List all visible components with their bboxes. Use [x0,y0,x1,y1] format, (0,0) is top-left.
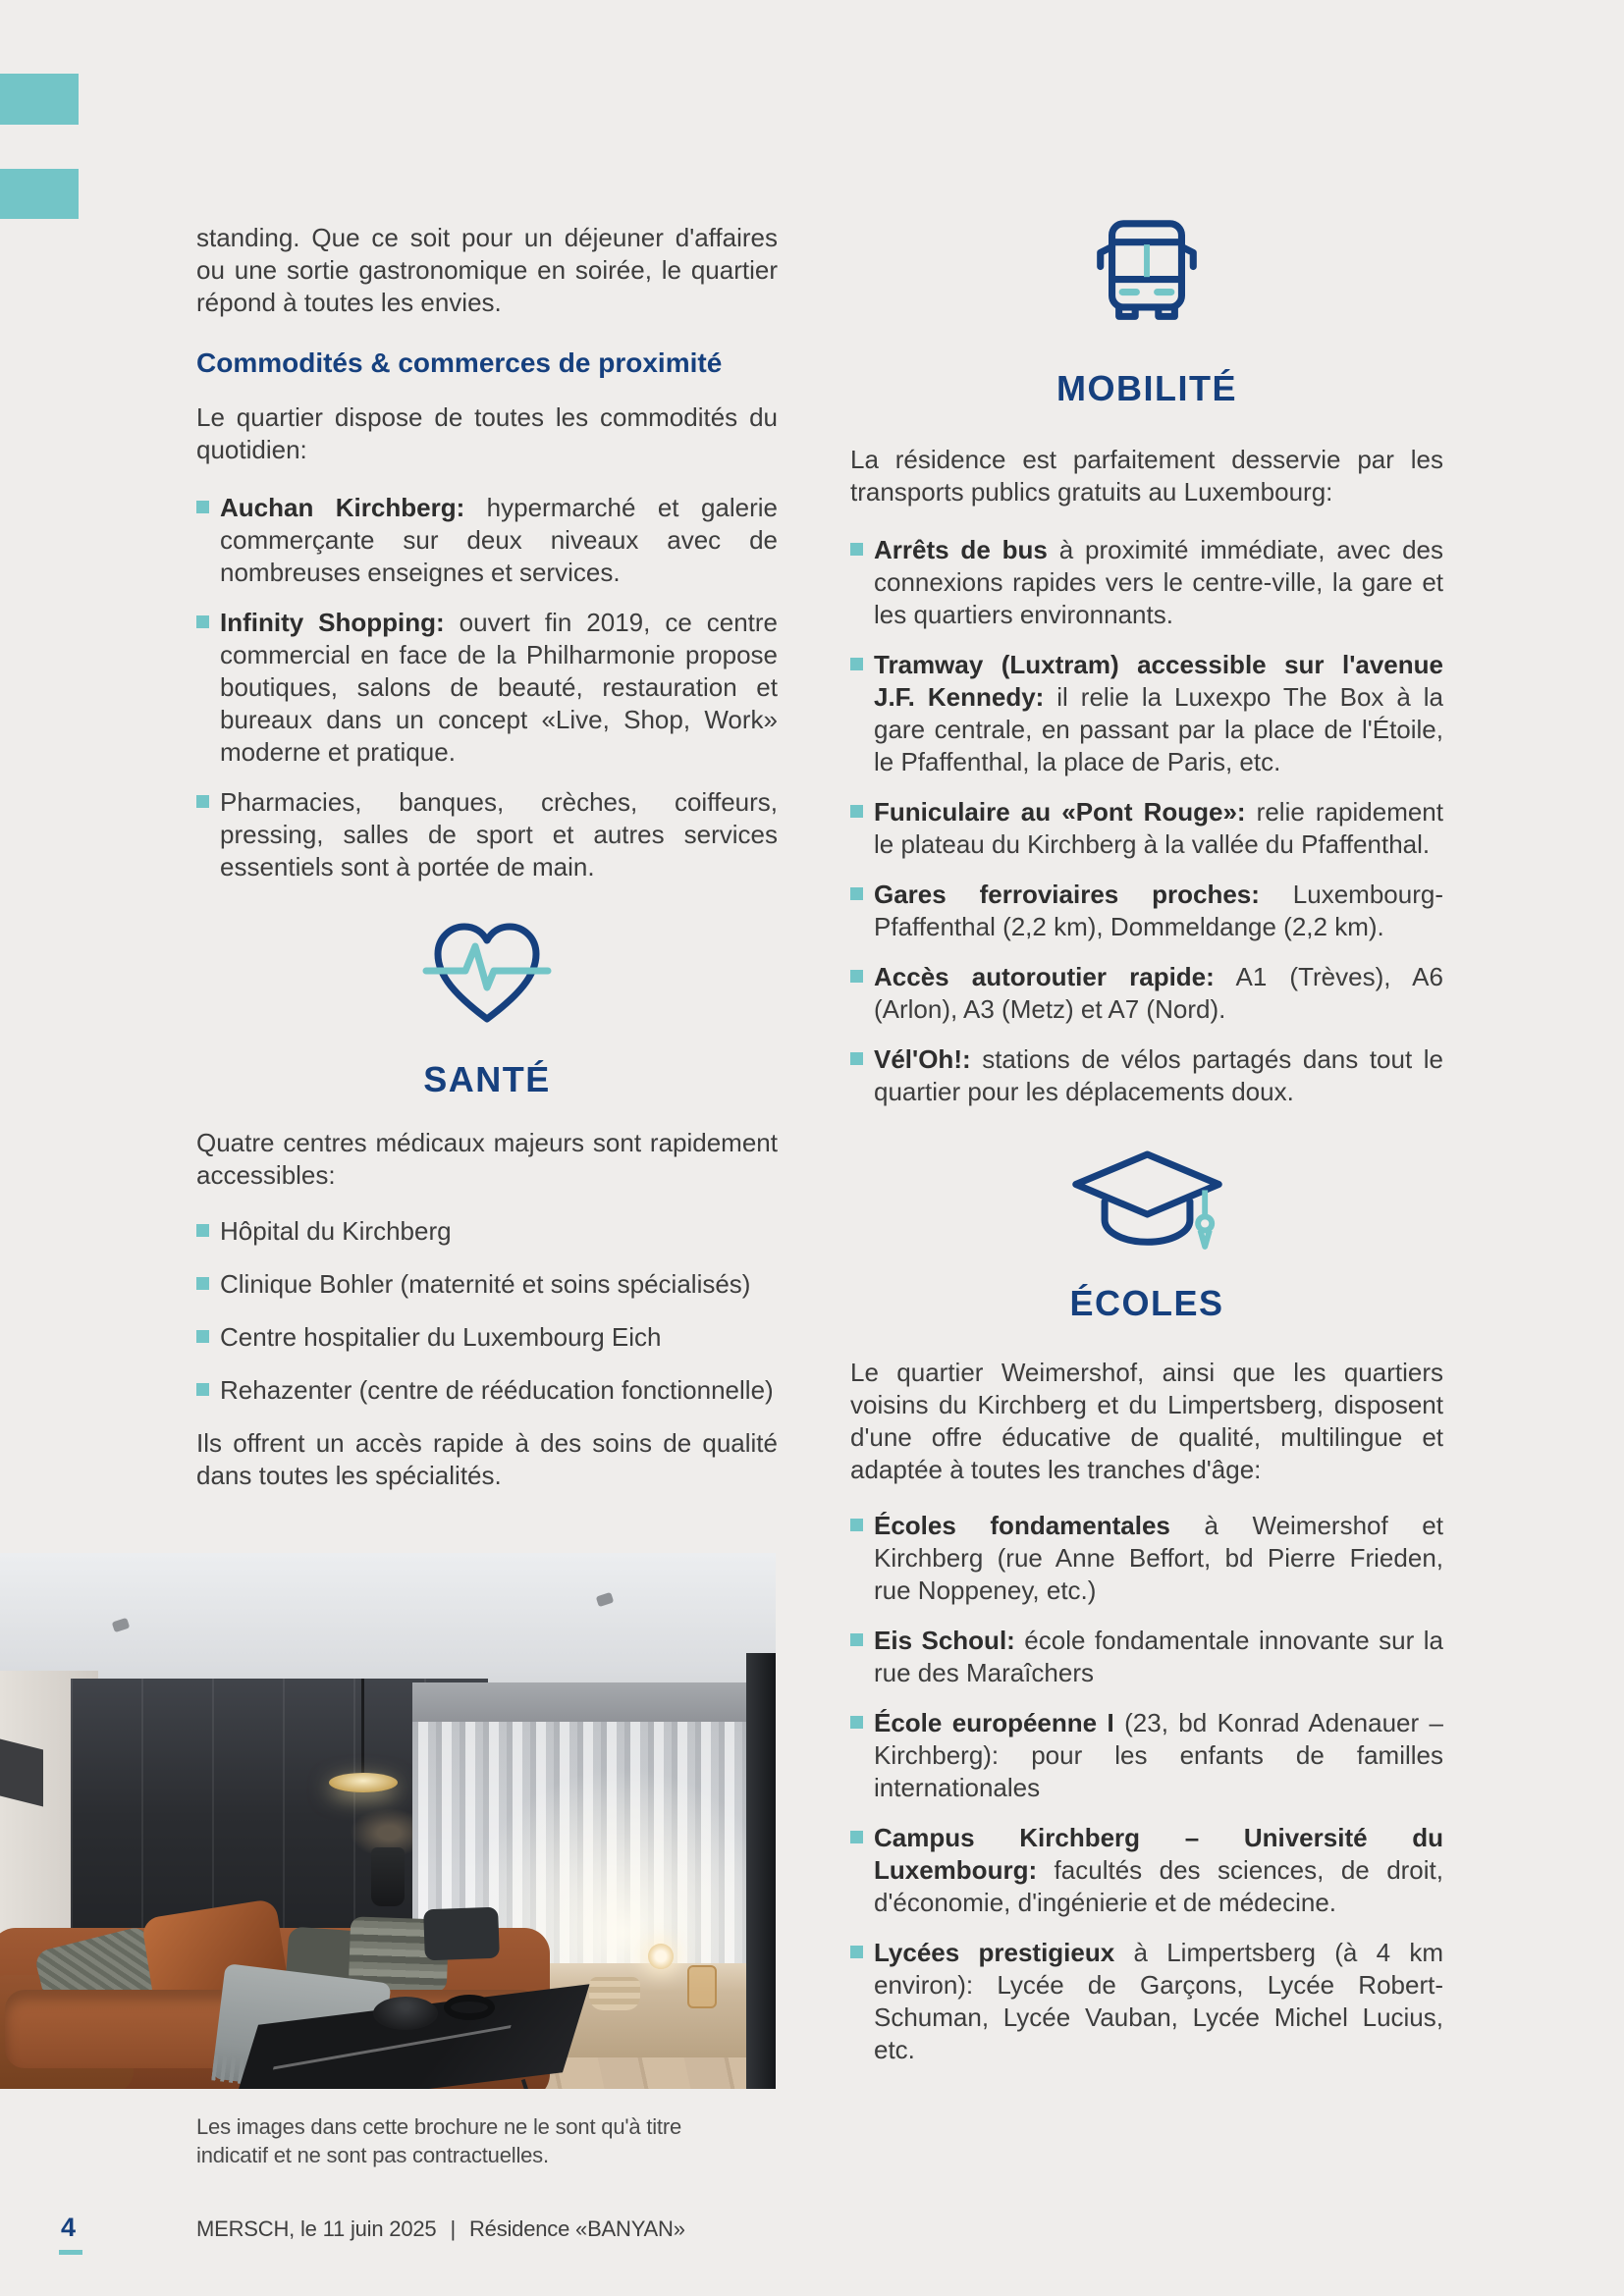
list-item-text [874,1822,1443,1919]
heart-pulse-icon [418,917,556,1035]
left-column [196,222,778,1492]
list-item [196,1268,778,1301]
list-item-rest: il relie la Luxexpo The Box à la gare centrale, en passant par la place de l'Étoile, le Pfaffenthal, la place de Paris, etc. [874,682,1444,776]
photo-vase [371,1847,405,1906]
bullet-square-icon [196,1383,209,1396]
footer-date-location: MERSCH, le 11 juin 2025 [196,2216,437,2241]
photo-sideboard [550,1963,776,2057]
list-item-rest: à Limpertsberg (à 4 km environ): Lycée de Garçons, Lycée Robert-Schuman, Lycée Vauban, Lycée Michel Lucius, etc. [874,1938,1443,2064]
list-item-rest: à proximité immédiate, avec des connexions rapides vers le centre-ville, la gare et les quartiers environnants. [874,535,1444,629]
list-item-rest: facultés des sciences, de droit, d'économie, d'ingénierie et de médecine. [874,1855,1443,1917]
ecoles-list [850,1510,1443,2066]
bullet-square-icon [850,543,863,556]
bullet-square-icon [850,970,863,983]
list-item-text [220,786,778,883]
right-column [850,214,1443,2084]
photo-pillow [423,1907,500,1961]
list-item [850,1043,1443,1108]
bullet-square-icon [196,501,209,513]
photo-bowl [373,1997,438,2030]
list-item [850,879,1443,943]
photo-pendant-cord [361,1679,364,1777]
bullet-square-icon [850,1831,863,1843]
list-item [196,607,778,769]
footer-separator: | [450,2216,456,2241]
list-item-lead: Campus Kirchberg – Université du Luxembourg: [874,1823,1443,1885]
list-item-text [220,607,778,769]
list-item-text: Centre hospitalier du Luxembourg Eich [220,1322,662,1352]
mobilite-heading: MOBILITÉ [1056,368,1237,408]
teal-tab-decoration [0,169,79,219]
commodites-list [196,492,778,883]
list-item [850,1625,1443,1689]
list-item-rest: hypermarché et galerie commerçante sur deux niveaux avec de nombreuses enseignes et services. [220,493,778,587]
ecoles-heading: ÉCOLES [1069,1283,1224,1323]
bullet-square-icon [196,1277,209,1290]
list-item-lead: Accès autoroutier rapide: [874,962,1215,991]
bullet-square-icon [196,1330,209,1343]
list-item-text [874,1043,1443,1108]
ecoles-intro: Le quartier Weimershof, ainsi que les quartiers voisins du Kirchberg et du Limpertsberg, disposent d'une offre éducative de qualité, multilingue et adaptée à toutes les tranches d'âge: [850,1358,1443,1484]
list-item-lead: Eis Schoul: [874,1626,1015,1655]
list-item-lead: Écoles fondamentales [874,1511,1170,1540]
list-item [850,961,1443,1026]
list-item-rest: ouvert fin 2019, ce centre commercial en face de la Philharmonie propose boutiques, salons de beauté, restauration et bureaux dans un concept «Live, Shop, Work» moderne et pratique. [220,608,778,767]
list-item [850,534,1443,631]
bus-icon [1083,214,1211,338]
list-item-rest: stations de vélos partagés dans tout le quartier pour les déplacements doux. [874,1044,1443,1106]
bullet-square-icon [850,1052,863,1065]
sante-outro: Ils offrent un accès rapide à des soins de qualité dans toutes les spécialités. [196,1428,778,1490]
list-item-lead: Auchan Kirchberg: [220,493,465,522]
bullet-square-icon [850,1633,863,1646]
mobilite-icon-wrap [850,214,1443,346]
bullet-square-icon [850,658,863,670]
list-item-lead: Funiculaire au «Pont Rouge»: [874,797,1246,827]
bullet-square-icon [850,1946,863,1958]
list-item [850,796,1443,861]
page-number: 4 [61,2213,77,2242]
mobilite-list [850,534,1443,1108]
list-item-text [874,796,1443,861]
intro-paragraph: standing. Que ce soit pour un déjeuner d'affaires ou une sortie gastronomique en soirée, le quartier répond à toutes les envies. [196,223,778,317]
list-item [196,1374,778,1407]
commodites-intro: Le quartier dispose de toutes les commodités du quotidien: [196,402,778,464]
footer-text [196,2216,685,2242]
list-item [850,1937,1443,2066]
list-item-lead: Infinity Shopping: [220,608,445,637]
mobilite-intro: La résidence est parfaitement desservie par les transports publics gratuits au Luxembourg: [850,445,1443,507]
bullet-square-icon [850,1519,863,1531]
list-item-text [874,961,1443,1026]
list-item-text [874,649,1443,778]
photo-tv [746,1653,776,2089]
commodites-heading: Commodités & commerces de proximité [196,347,723,378]
bullet-square-icon [196,1224,209,1237]
list-item-rest: relie rapidement le plateau du Kirchberg à la vallée du Pfaffenthal. [874,797,1443,859]
photo-bowl [444,1995,495,2020]
photo-candle [687,1965,717,2008]
list-item [196,1215,778,1248]
sante-icon-wrap [196,917,778,1042]
list-item-text [874,534,1443,631]
teal-tab-decoration [0,74,79,125]
list-item [850,1510,1443,1607]
list-item [850,649,1443,778]
bullet-square-icon [196,795,209,808]
list-item [850,1707,1443,1804]
sante-intro: Quatre centres médicaux majeurs sont rapidement accessibles: [196,1128,778,1190]
list-item-lead: Arrêts de bus [874,535,1048,564]
footer-brochure-name: Résidence «BANYAN» [468,2216,685,2241]
list-item-lead: Gares ferroviaires proches: [874,880,1260,909]
photo-speaker [0,1739,43,1807]
list-item-lead: Tramway (Luxtram) accessible sur l'avenue J.F. Kennedy: [874,650,1443,712]
list-item-rest: Luxembourg-Pfaffenthal (2,2 km), Dommeldange (2,2 km). [874,880,1443,941]
list-item-text: Rehazenter (centre de rééducation fonctionnelle) [220,1375,774,1405]
graduation-cap-icon [1066,1148,1228,1260]
photo-basket [589,1977,640,2010]
list-item [196,492,778,589]
page-number-underline [59,2250,82,2255]
bullet-square-icon [196,615,209,628]
list-item-text [874,1510,1443,1607]
list-item [196,1321,778,1354]
ecoles-icon-wrap [850,1148,1443,1268]
list-item-text [874,879,1443,943]
list-item-lead: École européenne I [874,1708,1114,1737]
photo-table-lamp [648,1944,674,1969]
list-item-lead: Vél'Oh!: [874,1044,971,1074]
bullet-square-icon [850,887,863,900]
bullet-square-icon [850,1716,863,1729]
living-room-photo [0,1553,776,2089]
list-item-rest: (23, bd Konrad Adenauer – Kirchberg): pour les enfants de familles internationales [874,1708,1444,1802]
list-item [196,786,778,883]
list-item-text [874,1707,1443,1804]
bullet-square-icon [850,805,863,818]
list-item-text [874,1937,1443,2066]
sante-heading: SANTÉ [423,1059,551,1099]
list-item-text: Hôpital du Kirchberg [220,1216,452,1246]
photo-caption: Les images dans cette brochure ne le sont qu'à titre indicatif et ne sont pas contractuelles. [196,2114,681,2167]
list-item-rest: Pharmacies, banques, crèches, coiffeurs, pressing, salles de sport et autres services essentiels sont à portée de main. [220,787,778,881]
photo-pendant-lamp [329,1773,398,1792]
list-item-rest: école fondamentale innovante sur la rue des Maraîchers [874,1626,1444,1687]
list-item [850,1822,1443,1919]
list-item-text [874,1625,1443,1689]
list-item-rest: à Weimershof et Kirchberg (rue Anne Beffort, bd Pierre Frieden, rue Noppeney, etc.) [874,1511,1443,1605]
list-item-lead: Lycées prestigieux [874,1938,1115,1967]
sante-list [196,1215,778,1407]
list-item-text [220,492,778,589]
list-item-rest: A1 (Trèves), A6 (Arlon), A3 (Metz) et A7 (Nord). [874,962,1443,1024]
list-item-text: Clinique Bohler (maternité et soins spécialisés) [220,1269,751,1299]
